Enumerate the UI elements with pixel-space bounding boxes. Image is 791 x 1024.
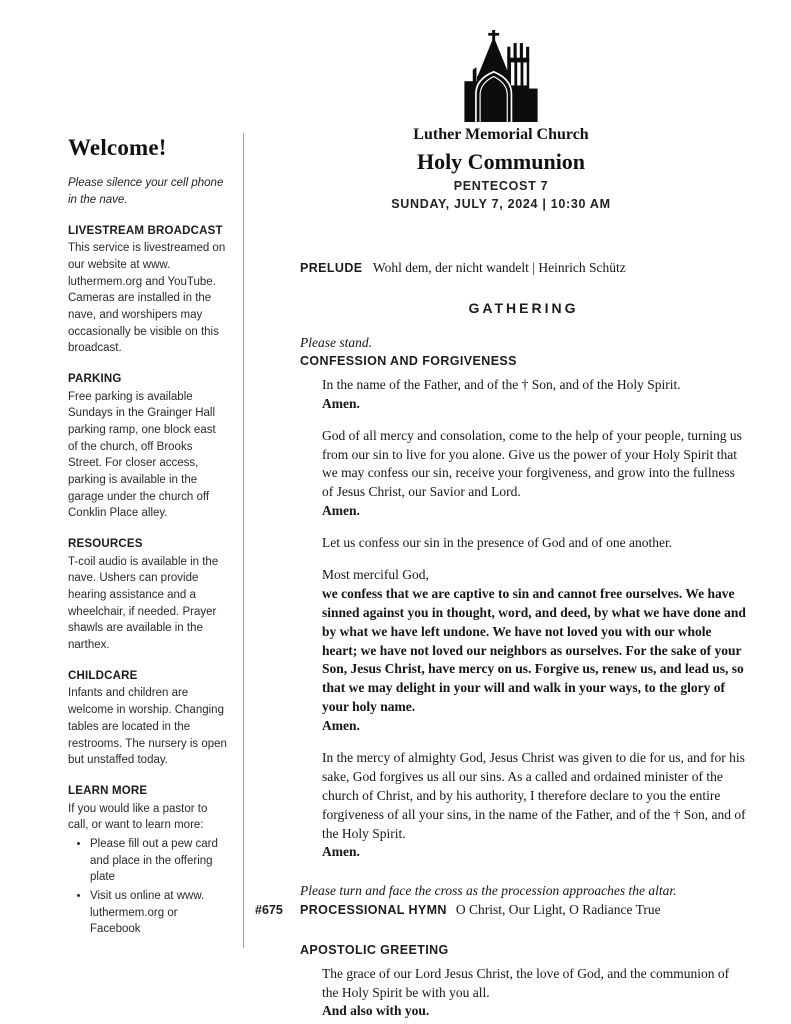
- main-column: [255, 30, 747, 1024]
- section-heading: PARKING: [68, 373, 122, 386]
- stand-rubric: Please stand.: [300, 335, 372, 351]
- order-of-service: [255, 259, 747, 1021]
- greeting-paragraph: [322, 965, 747, 1022]
- sidebar-section-parking: [68, 371, 228, 522]
- confession-prayer-text: we confess that we are captive to sin and cannot free ourselves. We have sinned against you in thought, word, and deed, by what we have done and by what we have left undone. We have not loved you with our whole heart; we have not loved our neighbors as ourselves. For the sake of your Son, Jesus Christ, have mercy on us. Forgive us, renew us, and lead us, so that we may delight in your will and walk in your ways, to the glory of your holy name.: [322, 585, 746, 715]
- procession-rubric: Please turn and face the cross as the procession approaches the altar.: [300, 883, 677, 899]
- prelude-line: [300, 259, 747, 278]
- sidebar-section-livestream: [68, 223, 228, 357]
- silence-note: Please silence your cell phone in the nave.: [68, 177, 224, 207]
- amen-response: Amen.: [322, 395, 360, 411]
- sidebar: [68, 131, 228, 952]
- section-heading: LIVESTREAM BROADCAST: [68, 224, 223, 237]
- apostolic-greeting-heading: APOSTOLIC GREETING: [300, 943, 449, 958]
- section-heading: CHILDCARE: [68, 669, 138, 682]
- service-title: Holy Communion: [416, 149, 586, 174]
- section-heading: RESOURCES: [68, 538, 143, 551]
- bulletin-header: [255, 30, 747, 211]
- hymn-number: #675: [255, 903, 283, 918]
- church-icon: [462, 30, 540, 122]
- amen-response: Amen.: [322, 844, 360, 860]
- hymn-label: PROCESSIONAL HYMN: [300, 903, 447, 918]
- section-body: T-coil audio is available in the nave. Ushers can provide hearing assistance and a wheelchair, if needed. Prayer shawls are available in the narthex.: [68, 555, 219, 652]
- section-body: If you would like a pastor to call, or want to learn more:: [68, 802, 208, 832]
- hymn-title: O Christ, Our Light, O Radiance True: [455, 902, 661, 918]
- column-divider: [243, 133, 244, 948]
- processional-hymn-line: [255, 901, 747, 920]
- absolution-paragraph: [322, 749, 747, 862]
- confession-address: Most merciful God,: [322, 567, 429, 582]
- amen-response: Amen.: [322, 503, 360, 519]
- invocation-text: In the name of the Father, and of the † Son, and of the Holy Spirit.: [322, 376, 681, 392]
- mercy-prayer-text: God of all mercy and consolation, come to the help of your people, turning us from our sin to live for you alone. Give us the power of your Holy Spirit that we may confess our sin, receive your forgiveness, and grow into the fullness of Jesus Christ, our Savior and Lord.: [322, 427, 742, 500]
- gathering-heading: GATHERING: [468, 299, 579, 316]
- sidebar-section-childcare: [68, 668, 228, 769]
- invocation-paragraph: [322, 376, 747, 414]
- learn-more-list: [68, 836, 228, 938]
- welcome-heading: Welcome!: [68, 135, 167, 160]
- service-datetime: SUNDAY, JULY 7, 2024 | 10:30 AM: [391, 197, 611, 211]
- invitation-paragraph: [322, 534, 747, 553]
- prelude-label: PRELUDE: [300, 261, 363, 275]
- invitation-text: Let us confess our sin in the presence of God and of one another.: [322, 535, 673, 551]
- confession-prayer-paragraph: [322, 566, 747, 736]
- sidebar-section-resources: [68, 536, 228, 654]
- amen-response: Amen.: [322, 718, 360, 734]
- section-heading: LEARN MORE: [68, 784, 148, 797]
- section-body: This service is livestreamed on our website at www. luthermem.org and YouTube. Cameras are installed in the nave, and worshipers may occasionally be visible on this broadcast.: [68, 242, 226, 355]
- list-item: • Visit us online at www. luthermem.org or Facebook: [90, 888, 228, 938]
- church-name: Luther Memorial Church: [413, 126, 589, 143]
- greeting-response: And also with you.: [322, 1003, 430, 1019]
- list-item: • Please fill out a pew card and place in the offering plate: [90, 836, 228, 886]
- prelude-title: Wohl dem, der nicht wandelt | Heinrich Schütz: [372, 260, 626, 275]
- section-body: Free parking is available Sundays in the Grainger Hall parking ramp, one block east of the church, off Brooks Street. For closer access, parking is available in the garage under the church off Conklin Place alley.: [68, 390, 216, 520]
- confession-heading: CONFESSION AND FORGIVENESS: [300, 354, 517, 369]
- section-body: Infants and children are welcome in worship. Changing tables are located in the restrooms. The nursery is open but unstaffed today.: [68, 687, 227, 767]
- festival-name: PENTECOST 7: [453, 179, 549, 193]
- sidebar-section-learn-more: [68, 783, 228, 938]
- absolution-text: In the mercy of almighty God, Jesus Christ was given to die for us, and for his sake, God forgives us all our sins. As a called and ordained minister of the church of Christ, and by his authority, I therefore declare to you the entire forgiveness of all your sins, in the name of the Father, and of the † Son, and of the Holy Spirit.: [322, 750, 746, 841]
- mercy-paragraph: [322, 427, 747, 521]
- greeting-text: The grace of our Lord Jesus Christ, the love of God, and the communion of the Holy Spirit be with you all.: [322, 965, 730, 1000]
